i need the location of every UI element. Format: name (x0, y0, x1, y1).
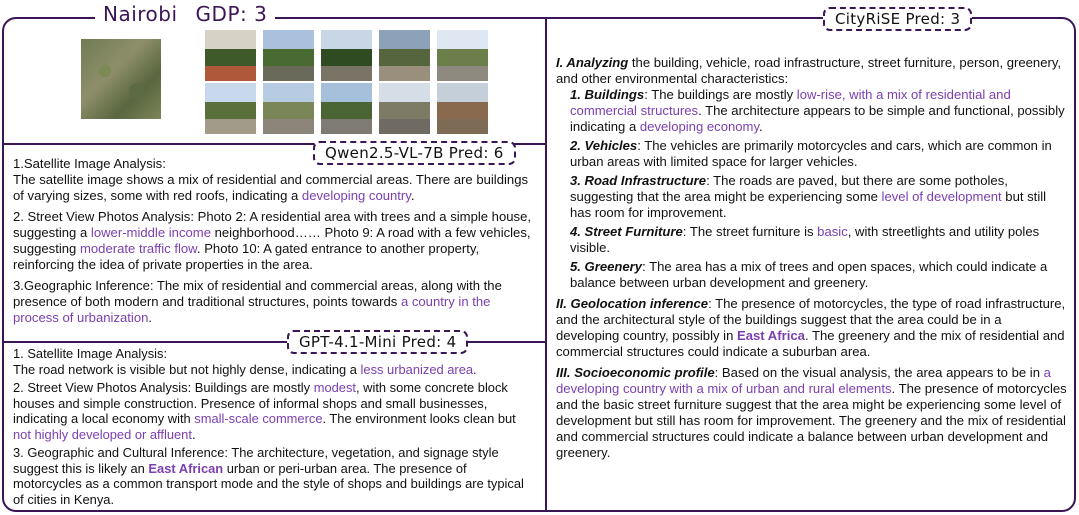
qwen-response (13, 156, 537, 326)
cityrise-section-2: II. Geolocation inference: The presence of motorcycles, the type of road infrastructure, and the architectural style of the buildings suggest that the area could be in a developing country, possibly in East Africa. The greenery and the mix of residential and commercial structures could indicate a suburban area. (556, 296, 1066, 359)
gpt-pred-tag: GPT-4.1-Mini Pred: 4 (287, 330, 468, 354)
cityrise-furniture: 4. Street Furniture: The street furniture is basic, with streetlights and utility poles visible. (570, 224, 1040, 255)
city-name: Nairobi (103, 2, 178, 26)
street-photo-4 (379, 30, 430, 81)
street-photo-3 (321, 30, 372, 81)
qwen-para-2: 2. Street View Photos Analysis: Photo 2: A residential area with trees and a simple house, suggesting a lower-middle income neighborhood…… Photo 9: A road with a few vehicles, suggesting moderate traffic flow. Photo 10: A gated entrance to another property, reinforcing the idea of private properties in the area. (13, 209, 531, 272)
column-divider (545, 17, 547, 512)
street-photo-5 (437, 30, 488, 81)
cityrise-buildings: 1. Buildings: The buildings are mostly low-rise, with a mix of residential and commercial structures. The architecture appears to be simple and functional, possibly indicating a developing economy. (570, 87, 1065, 134)
cityrise-road: 3. Road Infrastructure: The roads are paved, but there are some potholes, suggesting that the area might be experiencing some level of development but still has room for improvement. (570, 173, 1047, 220)
street-photo-10 (437, 83, 488, 134)
gpt-para-3: 3. Geographic and Cultural Inference: The architecture, vegetation, and signage style suggest this is likely an East African urban or peri-urban area. The presence of motorcycles as a common transport mode and the style of shops and buildings are typical of cities in Kenya. (13, 445, 524, 507)
cityrise-section-3: III. Socioeconomic profile: Based on the visual analysis, the area appears to be in a developing country with a mix of urban and rural elements. The presence of motorcycles and the basic street furniture suggest that the area might be experiencing some level of development but still has room for improvement. The greenery and the mix of residential and commercial structures could indicate a balance between urban development and greenery. (556, 365, 1067, 460)
street-photo-1 (205, 30, 256, 81)
qwen-pred-tag: Qwen2.5-VL-7B Pred: 6 (313, 141, 516, 165)
qwen-para-1: 1.Satellite Image Analysis: The satellite image shows a mix of residential and commercial areas. There are buildings of varying sizes, some with red roofs, indicating a developing country. (13, 156, 529, 203)
gpt-response (13, 346, 537, 507)
cityrise-greenery: 5. Greenery: The area has a mix of trees and open spaces, which could indicate a balance between urban development and greenery. (570, 259, 1048, 290)
street-photo-2 (263, 30, 314, 81)
city-title (95, 2, 275, 26)
gdp-label: GDP: 3 (195, 2, 268, 26)
street-photo-9 (379, 83, 430, 134)
cityrise-section-1: I. Analyzing the building, vehicle, road infrastructure, street furniture, person, greenery, and other environmental characteristics: (556, 55, 1062, 86)
gpt-para-2: 2. Street View Photos Analysis: Buildings are mostly modest, with some concrete block houses and simple construction. Presence of informal shops and small businesses, indicating a local economy with small-scale commerce. The environment looks clean but not highly developed or affluent. (13, 380, 516, 442)
cityrise-vehicles: 2. Vehicles: The vehicles are primarily motorcycles and cars, which are common in urban areas with limited space for larger vehicles. (570, 138, 1052, 169)
cityrise-response (556, 55, 1068, 461)
street-photo-7 (263, 83, 314, 134)
satellite-image (81, 39, 161, 119)
gpt-para-1: 1. Satellite Image Analysis: The road network is visible but not highly dense, indicating a less urbanized area. (13, 346, 477, 377)
street-photo-8 (321, 83, 372, 134)
street-photo-6 (205, 83, 256, 134)
cityrise-pred-tag: CityRiSE Pred: 3 (823, 7, 972, 31)
qwen-para-3: 3.Geographic Inference: The mix of residential and commercial areas, along with the presence of both modern and traditional structures, points towards a country in the process of urbanization. (13, 278, 502, 325)
